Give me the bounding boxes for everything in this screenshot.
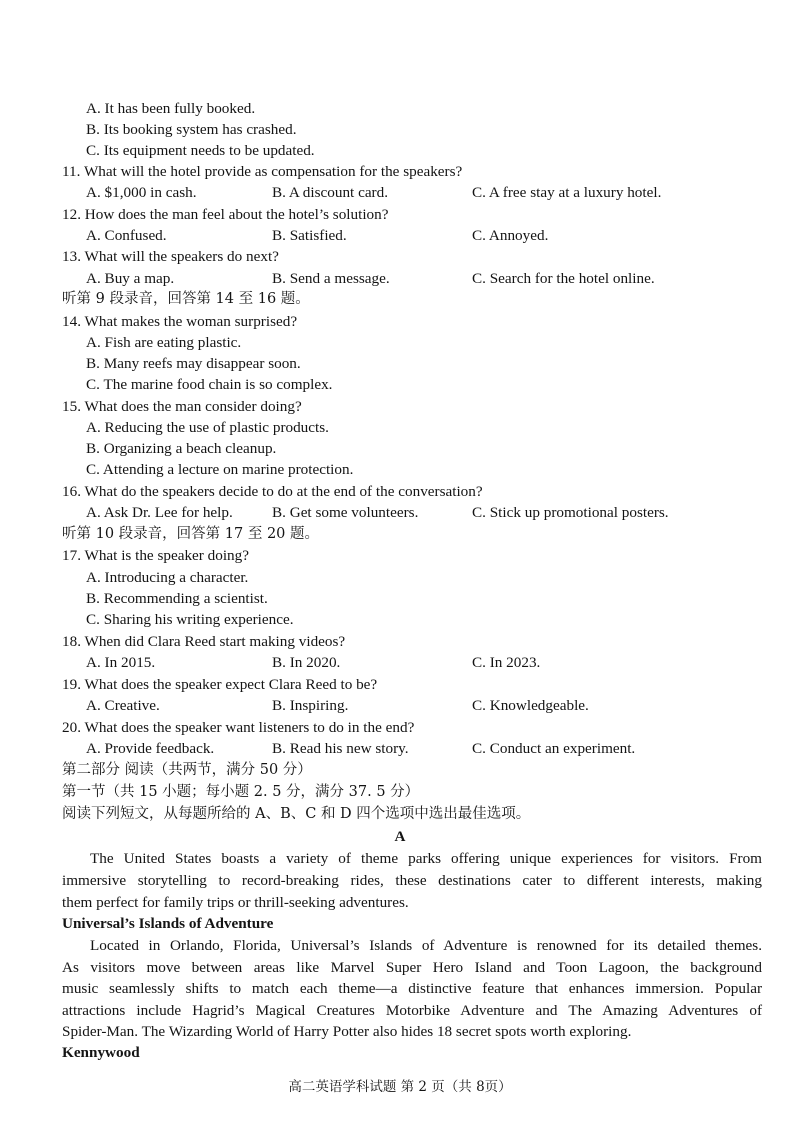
option-a: A. Confused.	[86, 227, 167, 244]
q14-stem: 14. What makes the woman surprised?	[62, 313, 298, 330]
option-c: C. Annoyed.	[472, 227, 549, 244]
q20-stem: 20. What does the speaker want listeners to do in the end?	[62, 719, 415, 736]
paragraph-line: attractions include Hagrid’s Magical Creatures Motorbike Adventure and The Amazing Adventures of	[62, 1002, 762, 1019]
option-b: B. Read his new story.	[272, 740, 409, 757]
option-b: B. Get some volunteers.	[272, 504, 419, 521]
option-b: B. Send a message.	[272, 270, 390, 287]
q10-option-b: B. Its booking system has crashed.	[86, 121, 297, 138]
option-a: A. $1,000 in cash.	[86, 184, 197, 201]
option-a: A. Buy a map.	[86, 270, 175, 287]
q17-stem: 17. What is the speaker doing?	[62, 547, 249, 564]
option-a: A. Creative.	[86, 697, 160, 714]
paragraph-line: music seamlessly shifts to match each theme—a distinctive feature that enhances immersion. Popular	[62, 980, 762, 997]
q15-option-a: A. Reducing the use of plastic products.	[86, 419, 329, 436]
option-a: A. Ask Dr. Lee for help.	[86, 504, 233, 521]
option-c: C. Conduct an experiment.	[472, 740, 636, 757]
q19-options	[62, 695, 760, 716]
option-b: B. Satisfied.	[272, 227, 347, 244]
q13-options	[62, 268, 760, 289]
passage-intro-line: immersive storytelling to record-breaking rides, these destinations cater to different interests, making	[62, 872, 762, 889]
section-10-instruction: 听第 10 段录音，回答第 17 至 20 题。	[62, 526, 320, 542]
passage-letter: A	[394, 828, 406, 845]
paragraph-line: As visitors move between areas like Marvel Super Hero Island and Toon Lagoon, the background	[62, 959, 762, 976]
q20-options	[62, 738, 760, 759]
option-b: B. Inspiring.	[272, 697, 349, 714]
section-heading-islands-of-adventure: Universal’s Islands of Adventure	[62, 915, 274, 932]
q13-stem: 13. What will the speakers do next?	[62, 248, 279, 265]
q11-options	[62, 182, 760, 203]
q10-option-a: A. It has been fully booked.	[86, 100, 256, 117]
page-footer: 高二英语学科试题 第 2 页（共 8页）	[288, 1079, 512, 1095]
section-heading-kennywood: Kennywood	[62, 1044, 140, 1061]
q17-option-a: A. Introducing a character.	[86, 569, 249, 586]
option-c: C. A free stay at a luxury hotel.	[472, 184, 662, 201]
q15-stem: 15. What does the man consider doing?	[62, 398, 302, 415]
q16-options	[62, 502, 760, 523]
passage-intro-line: The United States boasts a variety of theme parks offering unique experiences for visitors. From	[90, 850, 762, 867]
section-9-instruction: 听第 9 段录音，回答第 14 至 16 题。	[62, 291, 310, 307]
q12-stem: 12. How does the man feel about the hotel’s solution?	[62, 206, 389, 223]
q19-stem: 19. What does the speaker expect Clara Reed to be?	[62, 676, 378, 693]
q17-option-b: B. Recommending a scientist.	[86, 590, 268, 607]
option-c: C. Stick up promotional posters.	[472, 504, 669, 521]
passage-intro-line: them perfect for family trips or thrill-seeking adventures.	[62, 894, 409, 911]
paragraph-line: Located in Orlando, Florida, Universal’s Islands of Adventure is renowned for its detailed themes.	[90, 937, 762, 954]
option-b: B. In 2020.	[272, 654, 341, 671]
option-a: A. Provide feedback.	[86, 740, 215, 757]
paragraph-line: Spider-Man. The Wizarding World of Harry Potter also hides 18 secret spots worth exploring.	[62, 1023, 632, 1040]
q17-option-c: C. Sharing his writing experience.	[86, 611, 294, 628]
q16-stem: 16. What do the speakers decide to do at the end of the conversation?	[62, 483, 483, 500]
part-2-section-1: 第一节（共 15 小题；每小题 2. 5 分，满分 37. 5 分）	[62, 784, 420, 800]
option-c: C. Search for the hotel online.	[472, 270, 655, 287]
option-c: C. Knowledgeable.	[472, 697, 589, 714]
q11-stem: 11. What will the hotel provide as compensation for the speakers?	[62, 163, 463, 180]
option-b: B. A discount card.	[272, 184, 389, 201]
q12-options	[62, 225, 760, 246]
q15-option-b: B. Organizing a beach cleanup.	[86, 440, 277, 457]
part-2-instruction: 阅读下列短文，从每题所给的 A、B、C 和 D 四个选项中选出最佳选项。	[62, 806, 531, 822]
q14-option-b: B. Many reefs may disappear soon.	[86, 355, 301, 372]
option-a: A. In 2015.	[86, 654, 156, 671]
q10-option-c: C. Its equipment needs to be updated.	[86, 142, 315, 159]
q14-option-a: A. Fish are eating plastic.	[86, 334, 242, 351]
part-2-title: 第二部分 阅读（共两节，满分 50 分）	[62, 762, 312, 778]
q14-option-c: C. The marine food chain is so complex.	[86, 376, 333, 393]
q18-stem: 18. When did Clara Reed start making videos?	[62, 633, 346, 650]
q18-options	[62, 652, 760, 673]
option-c: C. In 2023.	[472, 654, 541, 671]
q15-option-c: C. Attending a lecture on marine protection.	[86, 461, 354, 478]
